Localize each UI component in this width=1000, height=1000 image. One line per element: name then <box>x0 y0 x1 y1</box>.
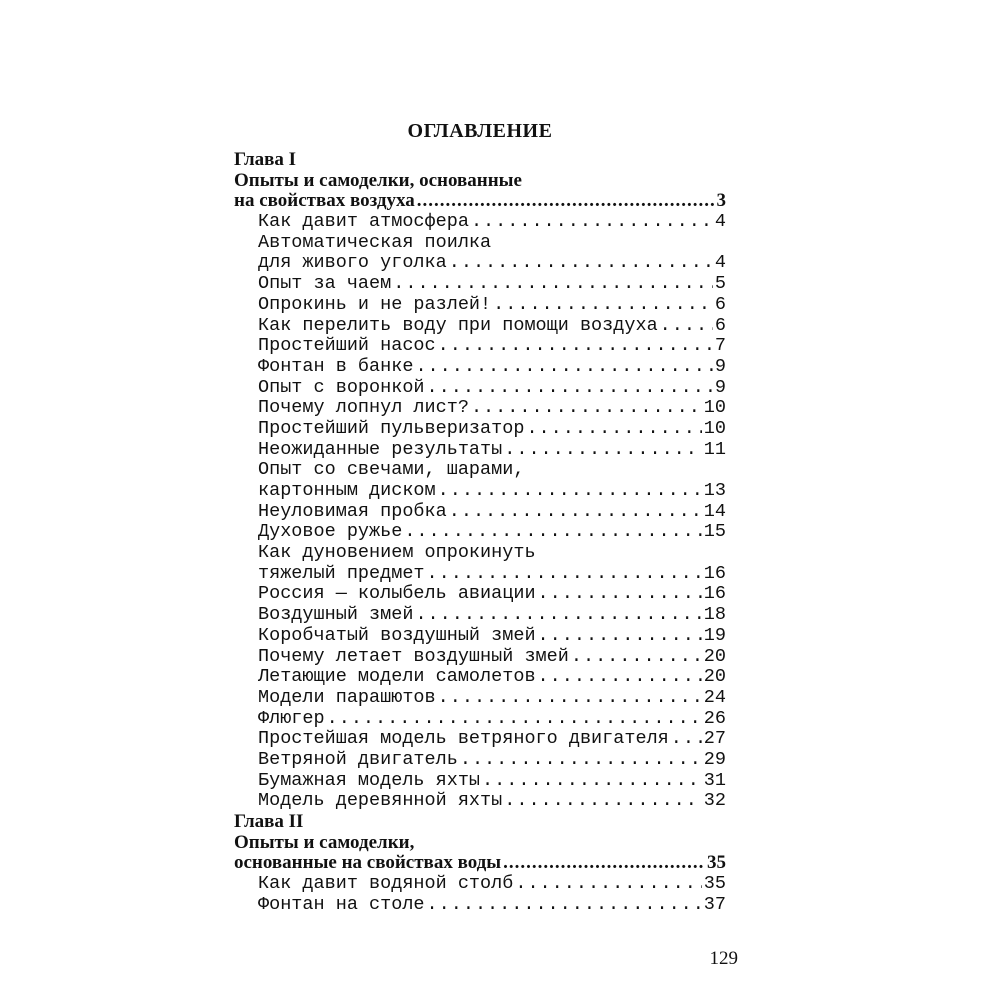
entry-title: Ветряной двигатель <box>258 748 458 770</box>
chapter-title-line: Опыты и самоделки, <box>234 831 415 853</box>
page-ref: 13 <box>703 480 726 501</box>
page-ref: 35 <box>703 873 726 895</box>
dot-leader <box>526 419 701 440</box>
entry-title: Как перелить воду при помощи воздуха <box>258 314 658 336</box>
entry-title: картонным диском <box>258 480 436 501</box>
entry-title: Опыт с воронкой <box>258 376 425 398</box>
dot-leader <box>427 378 713 399</box>
dot-leader <box>393 274 713 295</box>
dot-leader <box>515 874 701 895</box>
dot-leader <box>471 398 702 419</box>
page-ref: 10 <box>703 417 726 439</box>
dot-leader <box>404 522 701 543</box>
entry-title-line: Как дуновением опрокинуть <box>258 542 536 564</box>
page-ref: 5 <box>714 273 726 295</box>
entry-title: Летающие модели самолетов <box>258 666 536 688</box>
toc-entry <box>234 212 726 233</box>
page-ref: 31 <box>703 769 726 791</box>
toc-entry <box>234 853 726 874</box>
page-ref: 14 <box>703 500 726 522</box>
table-of-contents <box>234 150 726 915</box>
dot-leader <box>471 212 713 233</box>
dot-leader <box>449 502 702 523</box>
dot-leader <box>504 440 702 461</box>
entry-title: Неожиданные результаты <box>258 438 503 460</box>
page-ref: 6 <box>714 314 726 336</box>
page-ref: 15 <box>703 521 726 543</box>
toc-entry <box>234 253 726 274</box>
toc-entry <box>234 729 726 750</box>
toc-entry <box>234 398 726 419</box>
toc-entry <box>234 502 726 523</box>
page-number: 129 <box>709 948 738 969</box>
dot-leader <box>538 667 702 688</box>
entry-title: Флюгер <box>258 707 325 729</box>
dot-leader <box>503 853 705 874</box>
dot-leader <box>482 771 702 792</box>
chapter-label: Глава II <box>234 811 304 832</box>
entry-title: для живого уголка <box>258 252 447 274</box>
dot-leader <box>438 481 702 502</box>
toc-entry <box>234 336 726 357</box>
dot-leader <box>427 895 702 916</box>
toc-entry <box>234 191 726 212</box>
toc-entry <box>234 522 726 543</box>
page-ref: 16 <box>703 583 726 605</box>
entry-title: Бумажная модель яхты <box>258 769 481 791</box>
toc-entry <box>234 274 726 295</box>
toc-entry <box>234 378 726 399</box>
toc-entry <box>234 667 726 688</box>
entry-title: Коробчатый воздушный змей <box>258 624 536 646</box>
toc-entry <box>234 874 726 895</box>
entry-title: Духовое ружье <box>258 521 403 543</box>
page-ref: 32 <box>703 790 726 812</box>
chapter-title-line: на свойствах воздуха <box>234 190 415 212</box>
page-ref: 11 <box>703 438 726 460</box>
toc-entry <box>234 791 726 812</box>
entry-title: Модели парашютов <box>258 686 436 708</box>
toc-entry <box>234 605 726 626</box>
page-ref: 18 <box>703 604 726 626</box>
entry-title: Модель деревянной яхты <box>258 790 503 812</box>
dot-leader <box>493 295 713 316</box>
page-ref: 10 <box>703 397 726 419</box>
entry-title: Как давит атмосфера <box>258 211 469 233</box>
page-ref: 16 <box>703 562 726 584</box>
entry-title-line: Опыт со свечами, шарами, <box>258 459 525 481</box>
entry-title: Почему летает воздушный змей <box>258 645 569 667</box>
dot-leader <box>460 750 702 771</box>
page-ref: 7 <box>714 335 726 357</box>
dot-leader <box>415 605 701 626</box>
toc-entry <box>234 357 726 378</box>
page-ref: 9 <box>714 376 726 398</box>
toc-entry <box>234 750 726 771</box>
page-ref: 24 <box>703 686 726 708</box>
dot-leader <box>449 253 713 274</box>
dot-leader <box>427 564 702 585</box>
entry-title-line: Автоматическая поилка <box>258 231 492 253</box>
dot-leader <box>571 647 702 668</box>
dot-leader <box>327 709 702 730</box>
toc-entry <box>234 419 726 440</box>
entry-title: Как давит водяной столб <box>258 873 514 895</box>
toc-entry <box>234 316 726 337</box>
dot-leader <box>504 791 702 812</box>
chapter-title-line: Опыты и самоделки, основанные <box>234 169 522 191</box>
chapter-label: Глава I <box>234 149 297 170</box>
toc-entry <box>234 647 726 668</box>
page-ref: 3 <box>716 190 726 212</box>
dot-leader <box>671 729 702 750</box>
page-ref: 6 <box>714 293 726 315</box>
page-ref: 4 <box>714 252 726 274</box>
toc-entry <box>234 440 726 461</box>
entry-title: Неуловимая пробка <box>258 500 447 522</box>
entry-title: Россия — колыбель авиации <box>258 583 536 605</box>
page-ref: 37 <box>703 893 726 915</box>
toc-entry <box>234 709 726 730</box>
toc-entry <box>234 895 726 916</box>
dot-leader <box>438 336 713 357</box>
page-heading: ОГЛАВЛЕНИЕ <box>407 120 553 142</box>
page-ref: 35 <box>707 852 726 874</box>
dot-leader <box>438 688 702 709</box>
page-ref: 20 <box>703 645 726 667</box>
toc-entry <box>234 688 726 709</box>
page-ref: 4 <box>714 211 726 233</box>
entry-title: Простейший пульверизатор <box>258 417 525 439</box>
toc-entry <box>234 771 726 792</box>
toc-entry <box>234 481 726 502</box>
dot-leader <box>417 191 715 212</box>
page-ref: 20 <box>703 666 726 688</box>
entry-title: Простейший насос <box>258 335 436 357</box>
entry-title: Фонтан в банке <box>258 355 414 377</box>
dot-leader <box>660 316 713 337</box>
chapter-title-line: основанные на свойствах воды <box>234 852 502 874</box>
dot-leader <box>415 357 712 378</box>
page-ref: 19 <box>703 624 726 646</box>
dot-leader <box>538 626 702 647</box>
entry-title: Простейшая модель ветряного двигателя <box>258 728 669 750</box>
toc-entry <box>234 626 726 647</box>
page-ref: 27 <box>703 728 726 750</box>
entry-title: Опыт за чаем <box>258 273 392 295</box>
entry-title: Почему лопнул лист? <box>258 397 469 419</box>
entry-title: тяжелый предмет <box>258 562 425 584</box>
toc-entry <box>234 295 726 316</box>
page-ref: 26 <box>703 707 726 729</box>
toc-entry <box>234 564 726 585</box>
page-ref: 9 <box>714 355 726 377</box>
entry-title: Воздушный змей <box>258 604 414 626</box>
page-ref: 29 <box>703 748 726 770</box>
entry-title: Опрокинь и не разлей! <box>258 293 492 315</box>
dot-leader <box>538 584 702 605</box>
entry-title: Фонтан на столе <box>258 893 425 915</box>
toc-entry <box>234 584 726 605</box>
